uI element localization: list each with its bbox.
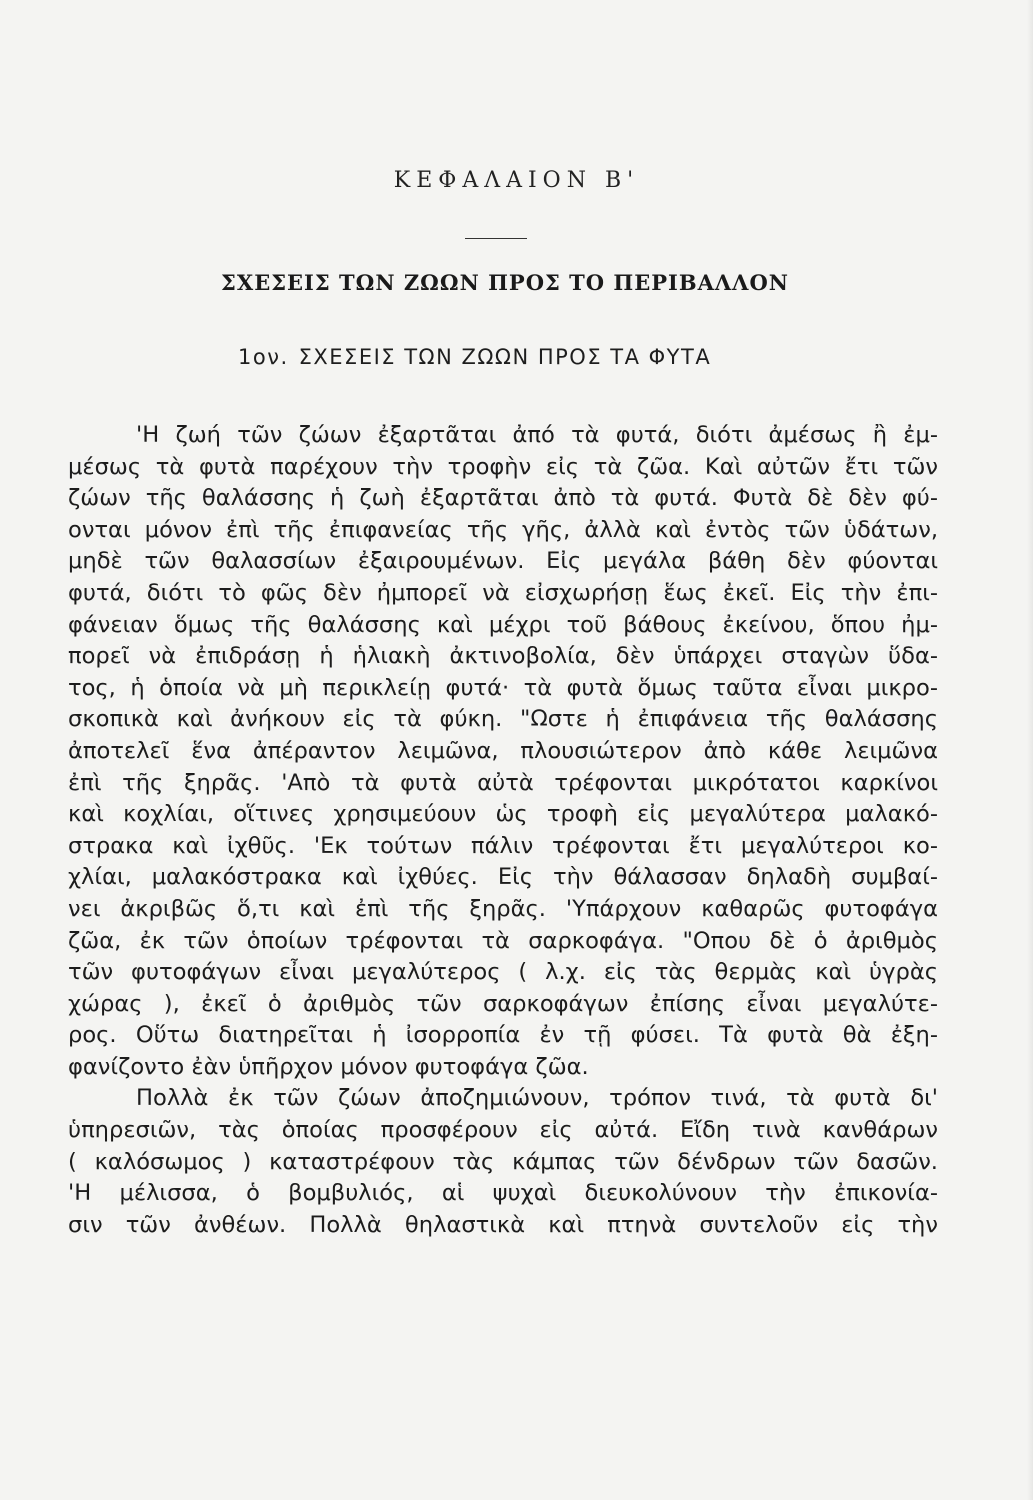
- text-line: ἐπὶ τῆς ξηρᾶς. 'Απὸ τὰ φυτὰ αὐτὰ τρέφονται μικρότατοι καρκίνοι: [68, 769, 938, 796]
- section-title: ΣΧΕΣΕΙΣ ΤΩΝ ΖΩΩΝ ΠΡΟΣ ΤΟ ΠΕΡΙΒΑΛΛΟΝ: [221, 270, 789, 295]
- paragraph: [68, 420, 938, 1083]
- text-line: Πολλὰ ἐκ τῶν ζώων ἀποζημιώνουν, τρόπον τινά, τὰ φυτὰ δι': [136, 1085, 938, 1112]
- text-line: ὑπηρεσιῶν, τὰς ὁποίας προσφέρουν εἰς αὐτά. Εἴδη τινὰ κανθάρων: [68, 1117, 938, 1144]
- text-line: ἀποτελεῖ ἕνα ἀπέραντον λειμῶνα, πλουσιώτερον ἀπὸ κάθε λειμῶνα: [68, 737, 938, 764]
- divider-rule: [465, 238, 527, 239]
- text-line: ζώων τῆς θαλάσσης ἡ ζωὴ ἐξαρτᾶται ἀπὸ τὰ φυτά. Φυτὰ δὲ δὲν φύ-: [68, 485, 938, 512]
- text-line: ονται μόνον ἐπὶ τῆς ἐπιφανείας τῆς γῆς, ἀλλὰ καὶ ἐντὸς τῶν ὑδάτων,: [68, 516, 938, 543]
- text-line: τος, ἡ ὁποία νὰ μὴ περικλείῃ φυτά· τὰ φυτὰ ὅμως ταῦτα εἶναι μικρο-: [68, 674, 938, 701]
- text-line: μέσως τὰ φυτὰ παρέχουν τὴν τροφὴν εἰς τὰ ζῶα. Καὶ αὐτῶν ἔτι τῶν: [68, 453, 938, 480]
- subsection-number: 1ον.: [238, 345, 289, 369]
- text-line: 'Η μέλισσα, ὁ βομβυλιός, αἱ ψυχαὶ διευκολύνουν τὴν ἐπικονία-: [68, 1180, 938, 1207]
- text-line: στρακα καὶ ἰχθῦς. 'Εκ τούτων πάλιν τρέφονται ἔτι μεγαλύτεροι κο-: [68, 832, 938, 859]
- page-edge-shadow: [1027, 0, 1033, 1500]
- text-line: φυτά, διότι τὸ φῶς δὲν ἠμπορεῖ νὰ εἰσχωρήσῃ ἕως ἐκεῖ. Εἰς τὴν ἐπι-: [68, 579, 938, 606]
- text-line: χλίαι, μαλακόστρακα καὶ ἰχθύες. Εἰς τὴν θάλασσαν δηλαδὴ συμβαί-: [68, 864, 938, 891]
- text-line: καὶ κοχλίαι, οἵτινες χρησιμεύουν ὡς τροφὴ εἰς μεγαλύτερα μαλακό-: [68, 801, 938, 828]
- subsection-title: ΣΧΕΣΕΙΣ ΤΩΝ ΖΩΩΝ ΠΡΟΣ ΤΑ ΦΥΤΑ: [298, 345, 712, 369]
- text-line: σιν τῶν ἀνθέων. Πολλὰ θηλαστικὰ καὶ πτηνὰ συντελοῦν εἰς τὴν: [68, 1211, 938, 1238]
- paragraph: [68, 1083, 938, 1241]
- text-line: πορεῖ νὰ ἐπιδράσῃ ἡ ἡλιακὴ ἀκτινοβολία, δὲν ὑπάρχει σταγὼν ὕδα-: [68, 643, 938, 670]
- text-line: ζῶα, ἐκ τῶν ὁποίων τρέφονται τὰ σαρκοφάγα. "Οπου δὲ ὁ ἀριθμὸς: [68, 927, 938, 954]
- text-line: ρος. Οὕτω διατηρεῖται ἡ ἰσορροπία ἐν τῇ φύσει. Τὰ φυτὰ θὰ ἐξη-: [68, 1022, 938, 1049]
- chapter-heading: ΚΕΦΑΛΑΙΟΝ Β': [393, 168, 640, 193]
- text-line: τῶν φυτοφάγων εἶναι μεγαλύτερος ( λ.χ. εἰς τὰς θερμὰς καὶ ὑγρὰς: [68, 959, 938, 986]
- text-line: χώρας ), ἐκεῖ ὁ ἀριθμὸς τῶν σαρκοφάγων ἐπίσης εἶναι μεγαλύτε-: [68, 990, 938, 1017]
- text-line: 'Η ζωή τῶν ζώων ἐξαρτᾶται ἀπό τὰ φυτά, διότι ἀμέσως ἢ ἐμ-: [136, 422, 938, 448]
- text-line: φάνειαν ὅμως τῆς θαλάσσης καὶ μέχρι τοῦ βάθους ἐκείνου, ὅπου ἠμ-: [68, 611, 938, 638]
- text-line: σκοπικὰ καὶ ἀνήκουν εἰς τὰ φύκη. "Ωστε ἡ ἐπιφάνεια τῆς θαλάσσης: [68, 706, 938, 733]
- text-line: ( καλόσωμος ) καταστρέφουν τὰς κάμπας τῶν δένδρων τῶν δασῶν.: [68, 1148, 938, 1175]
- subsection-heading: [238, 345, 711, 369]
- text-line: φανίζοντο ἐὰν ὑπῆρχον μόνον φυτοφάγα ζῶα.: [68, 1053, 589, 1080]
- text-line: μηδὲ τῶν θαλασσίων ἐξαιρουμένων. Εἰς μεγάλα βάθη δὲν φύονται: [68, 548, 938, 575]
- body-text: [68, 420, 938, 1241]
- text-line: νει ἀκριβῶς ὅ,τι καὶ ἐπὶ τῆς ξηρᾶς. 'Υπάρχουν καθαρῶς φυτοφάγα: [68, 895, 938, 922]
